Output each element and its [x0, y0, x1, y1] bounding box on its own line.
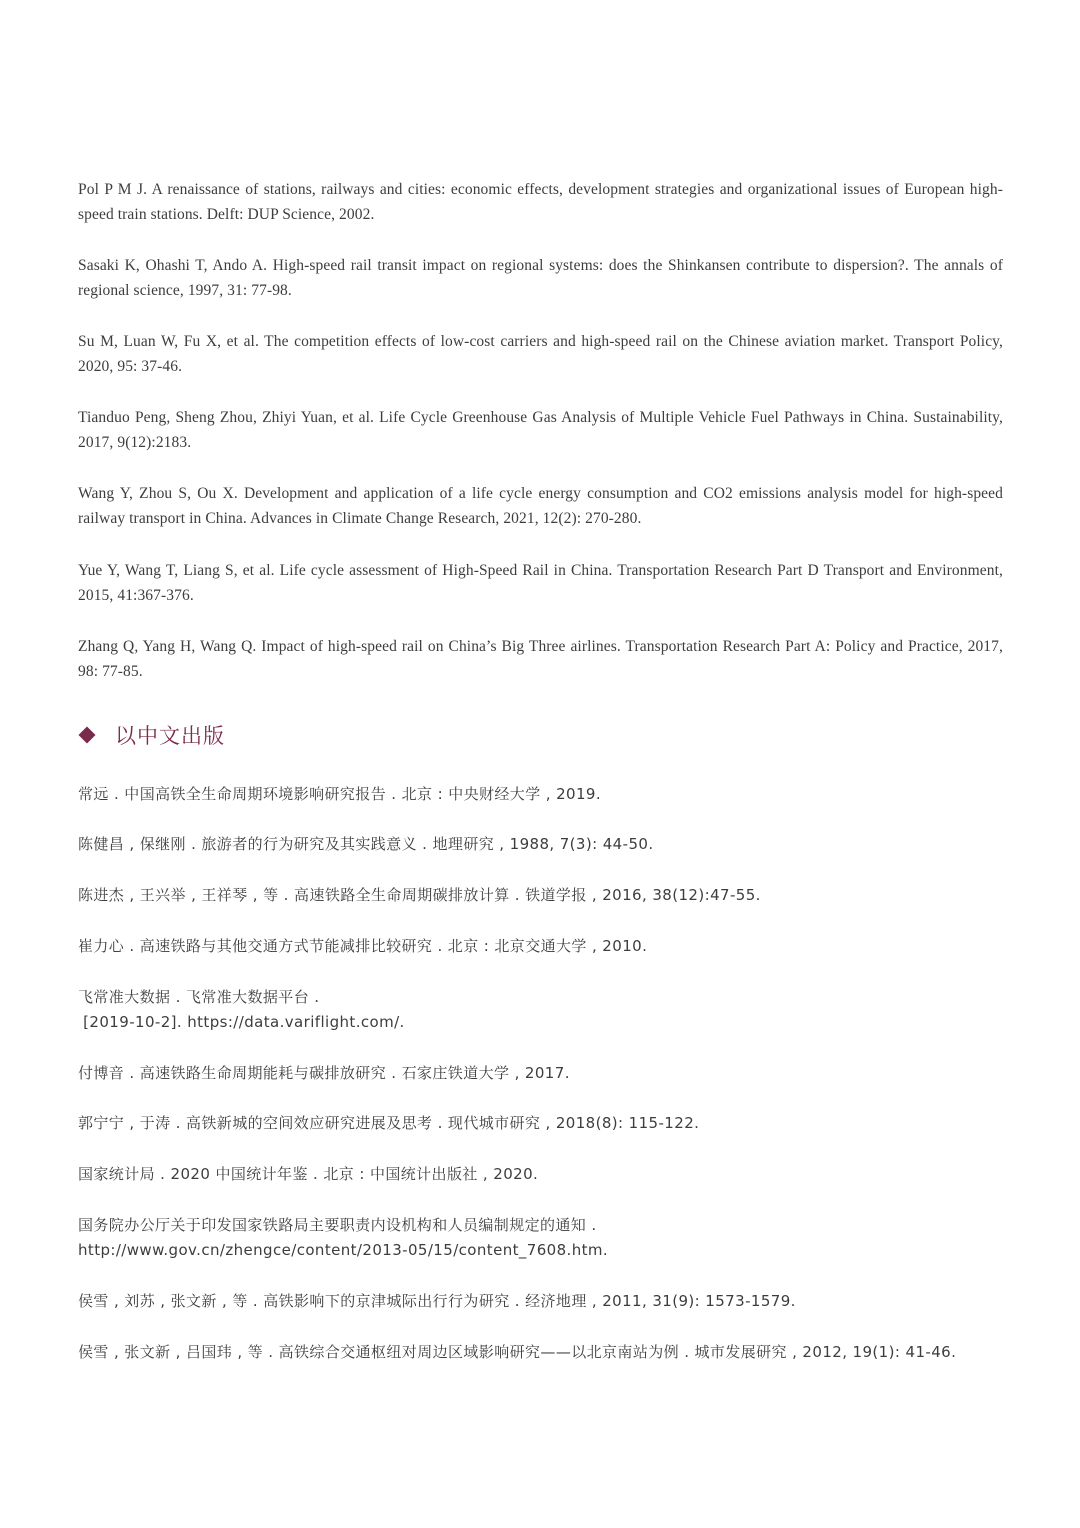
reference-entry: 陈健昌 , 保继刚 . 旅游者的行为研究及其实践意义 . 地理研究 , 1988, 7(3): 44-50. — [78, 835, 654, 853]
reference-entry: Tianduo Peng, Sheng Zhou, Zhiyi Yuan, et al. Life Cycle Greenhouse Gas Analysis of Multiple Vehicle Fuel Pathways in China. Sustainability, 2017, 9(12):2183. — [78, 409, 1003, 451]
reference-entry: 侯雪 , 刘苏 , 张文新 , 等 . 高铁影响下的京津城际出行行为研究 . 经济地理 , 2011, 31(9): 1573-1579. — [78, 1292, 796, 1310]
diamond-bullet-icon — [79, 727, 96, 744]
reference-entry: 付博音 . 高速铁路生命周期能耗与碳排放研究 . 石家庄铁道大学 , 2017. — [78, 1064, 570, 1082]
reference-entry: Yue Y, Wang T, Liang S, et al. Life cycle assessment of High-Speed Rail in China. Transportation Research Part D Transport and Environment, 2015, 41:367-376. — [78, 562, 1003, 604]
reference-entry: 陈进杰 , 王兴举 , 王祥琴 , 等 . 高速铁路全生命周期碳排放计算 . 铁道学报 , 2016, 38(12):47-55. — [78, 886, 761, 904]
reference-entry: 飞常准大数据 . 飞常准大数据平台 . [2019-10-2]. https://data.variflight.com/. — [78, 985, 1003, 1035]
reference-entry: 侯雪 , 张文新 , 吕国玮 , 等 . 高铁综合交通枢纽对周边区域影响研究——以北京南站为例 . 城市发展研究 , 2012, 19(1): 41-46. — [78, 1343, 957, 1361]
reference-entry: 国务院办公厅关于印发国家铁路局主要职责内设机构和人员编制规定的通知 . http://www.gov.cn/zhengce/content/2013-05/15/content_7608.htm. — [78, 1213, 1003, 1263]
section-heading — [78, 719, 225, 751]
reference-entry: Zhang Q, Yang H, Wang Q. Impact of high-speed rail on China’s Big Three airlines. Transportation Research Part A: Policy and Practice, 2017, 98: 77-85. — [78, 638, 1003, 680]
reference-entry: 崔力心 . 高速铁路与其他交通方式节能减排比较研究 . 北京 : 北京交通大学 , 2010. — [78, 937, 648, 955]
reference-url: [2019-10-2]. https://data.variflight.com/. — [78, 1013, 405, 1031]
reference-entry: 国家统计局 . 2020 中国统计年鉴 . 北京 : 中国统计出版社 , 2020. — [78, 1165, 539, 1183]
reference-entry: Su M, Luan W, Fu X, et al. The competition effects of low-cost carriers and high-speed rail on the Chinese aviation market. Transport Policy, 2020, 95: 37-46. — [78, 333, 1003, 375]
reference-entry: Sasaki K, Ohashi T, Ando A. High-speed rail transit impact on regional systems: does the Shinkansen contribute to dispersion?. The annals of regional science, 1997, 31: 77-98. — [78, 257, 1003, 299]
reference-entry: Pol P M J. A renaissance of stations, railways and cities: economic effects, development strategies and organizational issues of European high-speed train stations. Delft: DUP Science, 2002. — [78, 181, 1003, 223]
reference-entry: 常远 . 中国高铁全生命周期环境影响研究报告 . 北京 : 中央财经大学 , 2019. — [78, 785, 602, 803]
reference-entry: Wang Y, Zhou S, Ou X. Development and application of a life cycle energy consumption and CO2 emissions analysis model for high-speed railway transport in China. Advances in Climate Change Research, 2021, 12(2): 270-280. — [78, 485, 1003, 527]
reference-url: http://www.gov.cn/zhengce/content/2013-05/15/content_7608.htm. — [78, 1241, 609, 1259]
section-heading-text: 以中文出版 — [115, 724, 225, 748]
reference-entry: 郭宁宁 , 于涛 . 高铁新城的空间效应研究进展及思考 . 现代城市研究 , 2018(8): 115-122. — [78, 1114, 700, 1132]
